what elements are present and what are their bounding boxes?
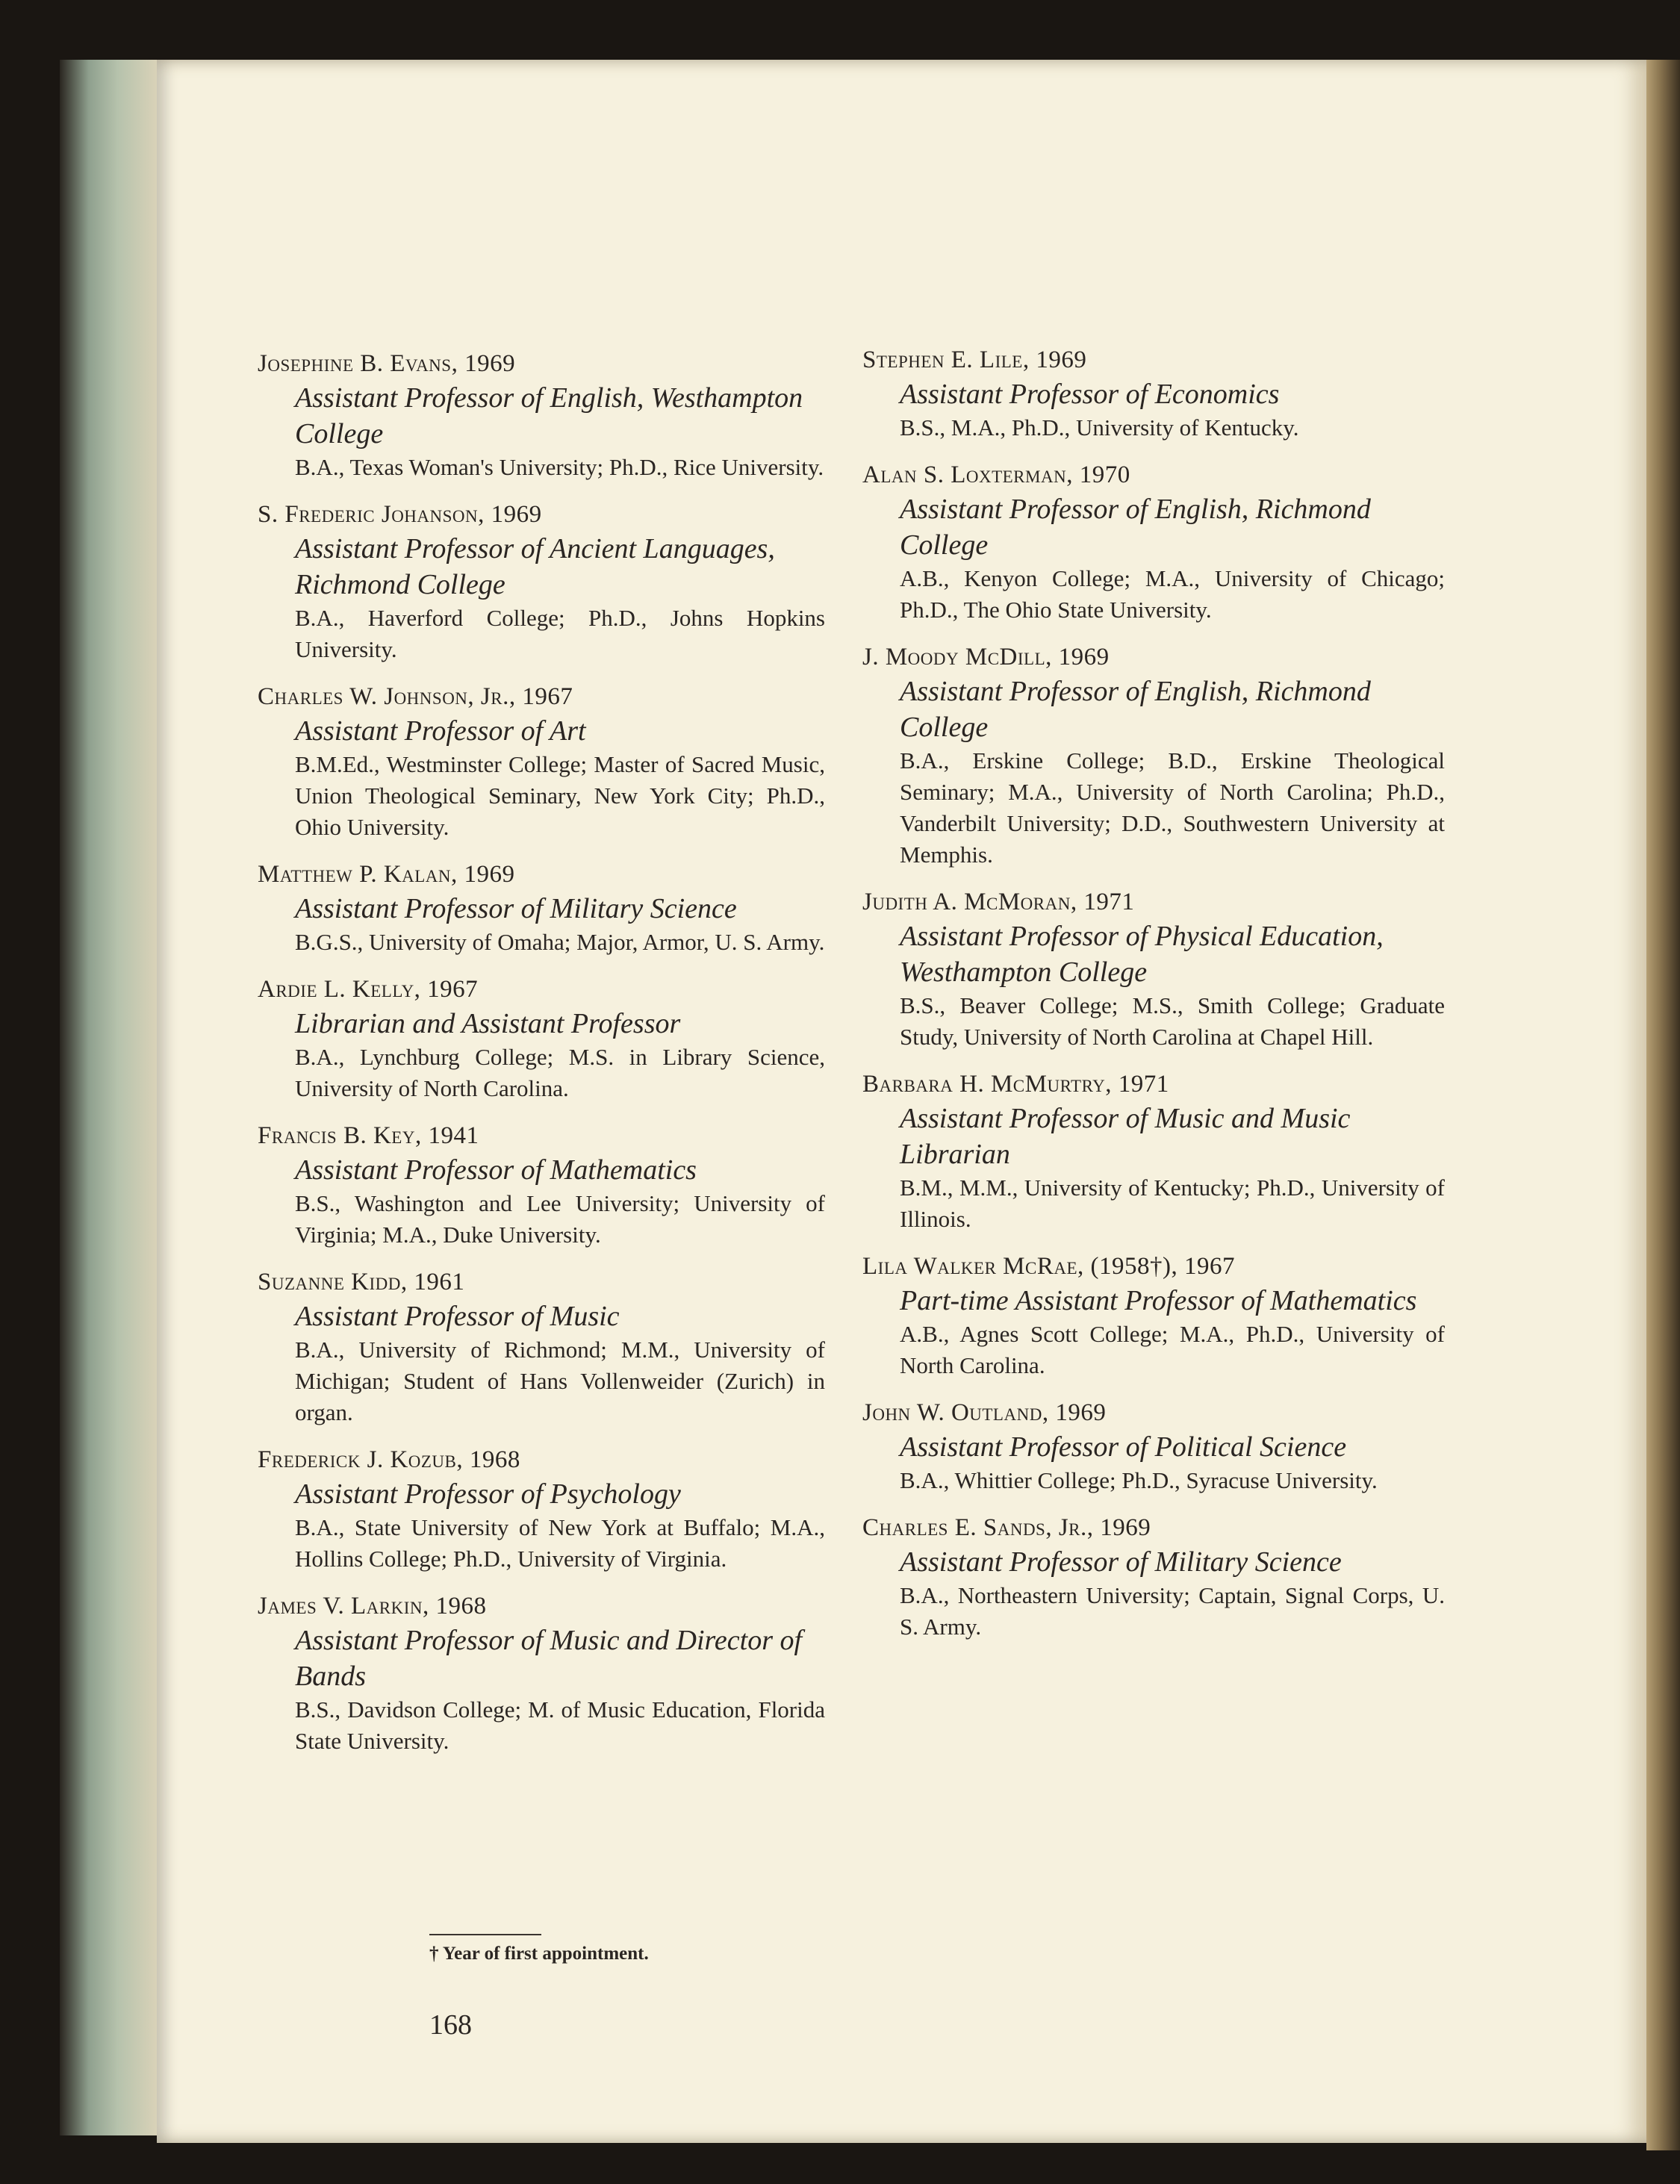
- faculty-title: Assistant Professor of Psychology: [295, 1478, 681, 1510]
- faculty-title: Part-time Assistant Professor of Mathematics: [900, 1285, 1417, 1316]
- faculty-entry: [862, 1068, 1445, 1235]
- faculty-name: Judith A. McMoran, 1971: [862, 889, 1135, 915]
- faculty-degrees: B.A., Northeastern University; Captain, Signal Corps, U. S. Army.: [900, 1582, 1445, 1640]
- faculty-degrees: B.M., M.M., University of Kentucky; Ph.D., University of Illinois.: [900, 1175, 1445, 1232]
- faculty-name: S. Frederic Johanson, 1969: [258, 501, 542, 528]
- left-column: [258, 347, 825, 1772]
- faculty-title: Assistant Professor of Music: [295, 1301, 620, 1332]
- footnote-divider: [429, 1934, 541, 1935]
- faculty-name: Francis B. Key, 1941: [258, 1122, 479, 1149]
- faculty-name: James V. Larkin, 1968: [258, 1593, 487, 1620]
- faculty-name: John W. Outland, 1969: [862, 1399, 1107, 1426]
- faculty-entry: [258, 680, 825, 843]
- faculty-degrees: B.S., Beaver College; M.S., Smith College; Graduate Study, University of North Carolina at Chapel Hill.: [900, 992, 1445, 1050]
- faculty-degrees: B.A., University of Richmond; M.M., University of Michigan; Student of Hans Vollenweider (Zurich) in organ.: [295, 1337, 825, 1425]
- faculty-entry: [862, 458, 1445, 626]
- right-column: [862, 343, 1445, 1658]
- book-spine: [1646, 60, 1680, 2150]
- faculty-degrees: B.A., State University of New York at Buffalo; M.A., Hollins College; Ph.D., University of Virginia.: [295, 1514, 825, 1572]
- faculty-entry: [258, 347, 825, 483]
- footnote: † Year of first appointment.: [429, 1944, 649, 1964]
- faculty-name: Charles W. Johnson, Jr., 1967: [258, 683, 573, 710]
- faculty-entry: [258, 1443, 825, 1575]
- faculty-title: Assistant Professor of Music and Director of Bands: [295, 1625, 803, 1692]
- faculty-title: Assistant Professor of English, Richmond College: [900, 676, 1371, 743]
- faculty-degrees: A.B., Kenyon College; M.A., University of Chicago; Ph.D., The Ohio State University.: [900, 565, 1445, 623]
- faculty-degrees: B.A., Texas Woman's University; Ph.D., Rice University.: [295, 454, 824, 480]
- faculty-degrees: B.A., Haverford College; Ph.D., Johns Hopkins University.: [295, 605, 825, 662]
- faculty-degrees: B.S., Washington and Lee University; University of Virginia; M.A., Duke University.: [295, 1190, 825, 1248]
- faculty-entry: [258, 858, 825, 958]
- faculty-title: Assistant Professor of Ancient Languages, Richmond College: [295, 533, 775, 600]
- faculty-name: Ardie L. Kelly, 1967: [258, 976, 479, 1003]
- faculty-name: Suzanne Kidd, 1961: [258, 1269, 465, 1295]
- faculty-title: Assistant Professor of Mathematics: [295, 1154, 697, 1186]
- faculty-title: Librarian and Assistant Professor: [295, 1008, 681, 1039]
- faculty-name: Barbara H. McMurtry, 1971: [862, 1071, 1169, 1098]
- faculty-degrees: B.S., Davidson College; M. of Music Education, Florida State University.: [295, 1696, 825, 1754]
- page-number: 168: [429, 2009, 472, 2041]
- faculty-degrees: B.M.Ed., Westminster College; Master of Sacred Music, Union Theological Seminary, New York City; Ph.D., Ohio University.: [295, 751, 825, 840]
- faculty-degrees: B.A., Erskine College; B.D., Erskine Theological Seminary; M.A., University of North Carolina; Ph.D., Vanderbilt University; D.D., Southwestern University at Memphis.: [900, 747, 1445, 868]
- faculty-name: J. Moody McDill, 1969: [862, 644, 1110, 671]
- page-edges: [60, 60, 157, 2135]
- faculty-entry: [258, 1266, 825, 1428]
- faculty-name: Frederick J. Kozub, 1968: [258, 1446, 520, 1473]
- faculty-name: Josephine B. Evans, 1969: [258, 350, 516, 377]
- faculty-entry: [258, 973, 825, 1104]
- faculty-degrees: A.B., Agnes Scott College; M.A., Ph.D., University of North Carolina.: [900, 1321, 1445, 1378]
- faculty-name: Stephen E. Lile, 1969: [862, 346, 1087, 373]
- faculty-entry: [258, 1590, 825, 1757]
- faculty-name: Alan S. Loxterman, 1970: [862, 461, 1130, 488]
- faculty-entry: [258, 498, 825, 665]
- faculty-title: Assistant Professor of Military Science: [295, 893, 737, 924]
- faculty-title: Assistant Professor of Physical Education, Westhampton College: [900, 921, 1384, 988]
- faculty-entry: [862, 1250, 1445, 1381]
- faculty-title: Assistant Professor of Art: [295, 715, 586, 747]
- faculty-entry: [862, 1511, 1445, 1643]
- faculty-name: Charles E. Sands, Jr., 1969: [862, 1514, 1151, 1541]
- faculty-title: Assistant Professor of Military Science: [900, 1546, 1342, 1578]
- faculty-title: Assistant Professor of Political Science: [900, 1431, 1347, 1463]
- faculty-degrees: B.S., M.A., Ph.D., University of Kentucky.: [900, 414, 1299, 441]
- faculty-name: Lila Walker McRae, (1958†), 1967: [862, 1253, 1236, 1280]
- faculty-title: Assistant Professor of English, Westhampton College: [295, 382, 803, 449]
- faculty-title: Assistant Professor of Music and Music Librarian: [900, 1103, 1351, 1170]
- faculty-entry: [258, 1119, 825, 1251]
- faculty-degrees: B.A., Lynchburg College; M.S. in Library Science, University of North Carolina.: [295, 1044, 825, 1101]
- faculty-name: Matthew P. Kalan, 1969: [258, 861, 515, 888]
- faculty-degrees: B.G.S., University of Omaha; Major, Armor, U. S. Army.: [295, 929, 825, 955]
- faculty-title: Assistant Professor of Economics: [900, 379, 1280, 410]
- faculty-entry: [862, 343, 1445, 444]
- faculty-title: Assistant Professor of English, Richmond College: [900, 494, 1371, 561]
- faculty-degrees: B.A., Whittier College; Ph.D., Syracuse University.: [900, 1467, 1378, 1493]
- faculty-entry: [862, 1396, 1445, 1496]
- faculty-entry: [862, 641, 1445, 871]
- faculty-entry: [862, 886, 1445, 1053]
